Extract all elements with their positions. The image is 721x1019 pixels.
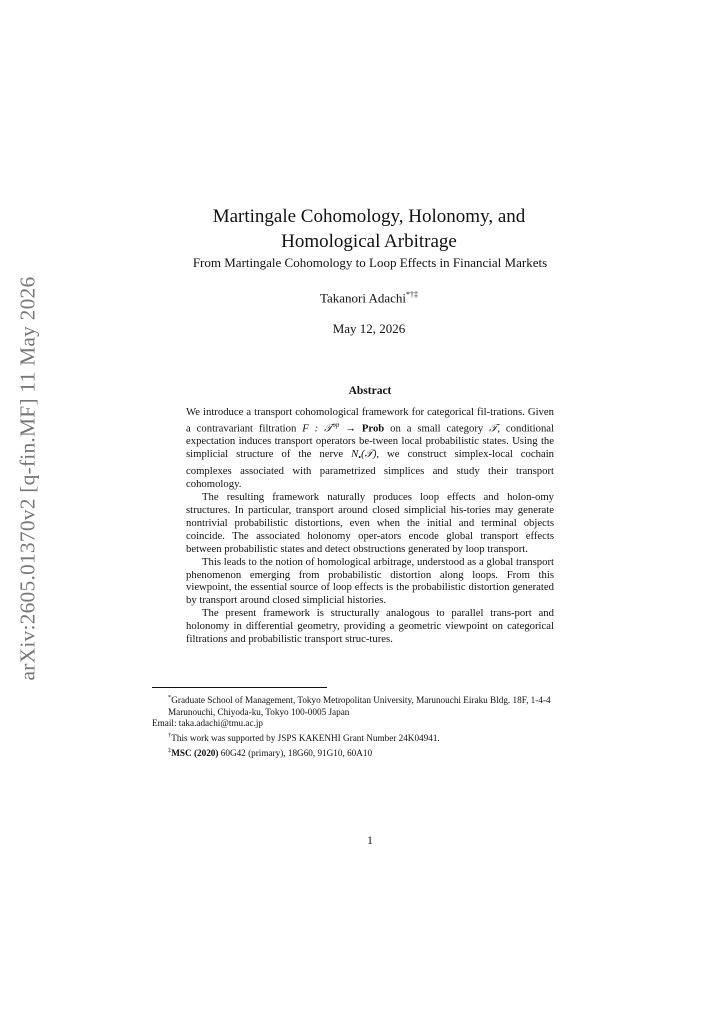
footnote-1-mark: * — [168, 694, 172, 701]
abstract-p1-text-c: , conditional expectation induces transport operators be-tween local probabilistic states. Using the simplicial structure of the nerve — [186, 422, 555, 461]
paper-title — [150, 204, 588, 254]
title-line-1: Martingale Cohomology, Holonomy, and — [212, 206, 526, 227]
paper-date: May 12, 2026 — [332, 321, 406, 336]
footnotes — [152, 692, 592, 759]
abstract-paragraph-2: The resulting framework naturally produces loop effects and holon-omy structures. In particular, transport around closed simplicial his-tories may generate nontrivial probabilistic distortions, even when the initial and terminal objects coincide. The associated holonomy oper-ators encode global transport effects between probabilistic states and detect obstructions generated by loop transport. — [186, 491, 554, 555]
footnote-1-email: Email: taka.adachi@tmu.ac.jp — [152, 718, 264, 729]
math-op-superscript: op — [332, 420, 340, 429]
footnote-1-text: Graduate School of Management, Tokyo Metropolitan University, Marunouchi Eiraku Bldg. 18F, 1-4-4 Marunouchi, Chiyoda-ku, Tokyo 100-0005 Japan — [168, 695, 551, 717]
footnote-3 — [152, 745, 592, 760]
arxiv-stamp — [8, 268, 48, 688]
math-arrow: → — [339, 422, 362, 435]
abstract-heading: Abstract — [348, 385, 392, 397]
page-number: 1 — [367, 835, 373, 847]
paper-subtitle: From Martingale Cohomology to Loop Effects in Financial Markets — [192, 255, 548, 270]
footnote-2 — [152, 730, 592, 745]
footnote-2-mark: † — [168, 731, 172, 739]
arxiv-stamp-text: arXiv:2605.01370v2 [q-fin.MF] 11 May 2026 — [15, 276, 40, 680]
math-category: 𝒯 — [489, 422, 498, 435]
author-line — [150, 290, 588, 306]
abstract-p1-text-d: , we construct simplex-local cochain complexes associated with parametrized simplices and study their transport cohomology. — [186, 448, 555, 491]
math-bullet: • — [358, 453, 362, 463]
abstract-paragraph-4: The present framework is structurally analogous to parallel trans-port and holonomy in differential geometry, providing a geometric viewpoint on categorical filtrations and probabilistic transport struc-tures. — [186, 607, 554, 646]
math-nerve: N — [351, 448, 359, 461]
abstract-paragraph-1 — [186, 406, 554, 491]
footnote-2-text: This work was supported by JSPS KAKENHI Grant Number 24K04941. — [171, 732, 440, 743]
author-footnote-marks: *†‡ — [406, 290, 419, 299]
abstract-p1-text-b: on a small category — [384, 422, 490, 435]
author-name: Takanori Adachi — [319, 290, 407, 306]
abstract-p1-text-a: We introduce a transport cohomological framework for categorical fil-trations. Given a contravariant filtration — [186, 406, 554, 435]
abstract-body — [186, 406, 554, 646]
math-filtration: F : 𝒯 — [302, 422, 333, 435]
math-nerve-arg: (𝒯) — [361, 448, 377, 461]
abstract-paragraph-3: This leads to the notion of homological arbitrage, understood as a global transport phenomenon emerging from probabilistic distortion along loops. From this viewpoint, the essential source of loop effects is the probabilistic distortion generated by transport around closed simplicial histories. — [186, 555, 554, 607]
footnote-3-mark: ‡ — [168, 746, 172, 754]
footnote-1 — [152, 692, 592, 718]
footnote-3-label: MSC (2020) — [171, 747, 219, 758]
footnote-3-text: 60G42 (primary), 18G60, 91G10, 60A10 — [218, 747, 373, 758]
math-prob: Prob — [361, 422, 385, 435]
title-line-2: Homological Arbitrage — [281, 231, 457, 252]
footnote-rule — [152, 687, 327, 688]
